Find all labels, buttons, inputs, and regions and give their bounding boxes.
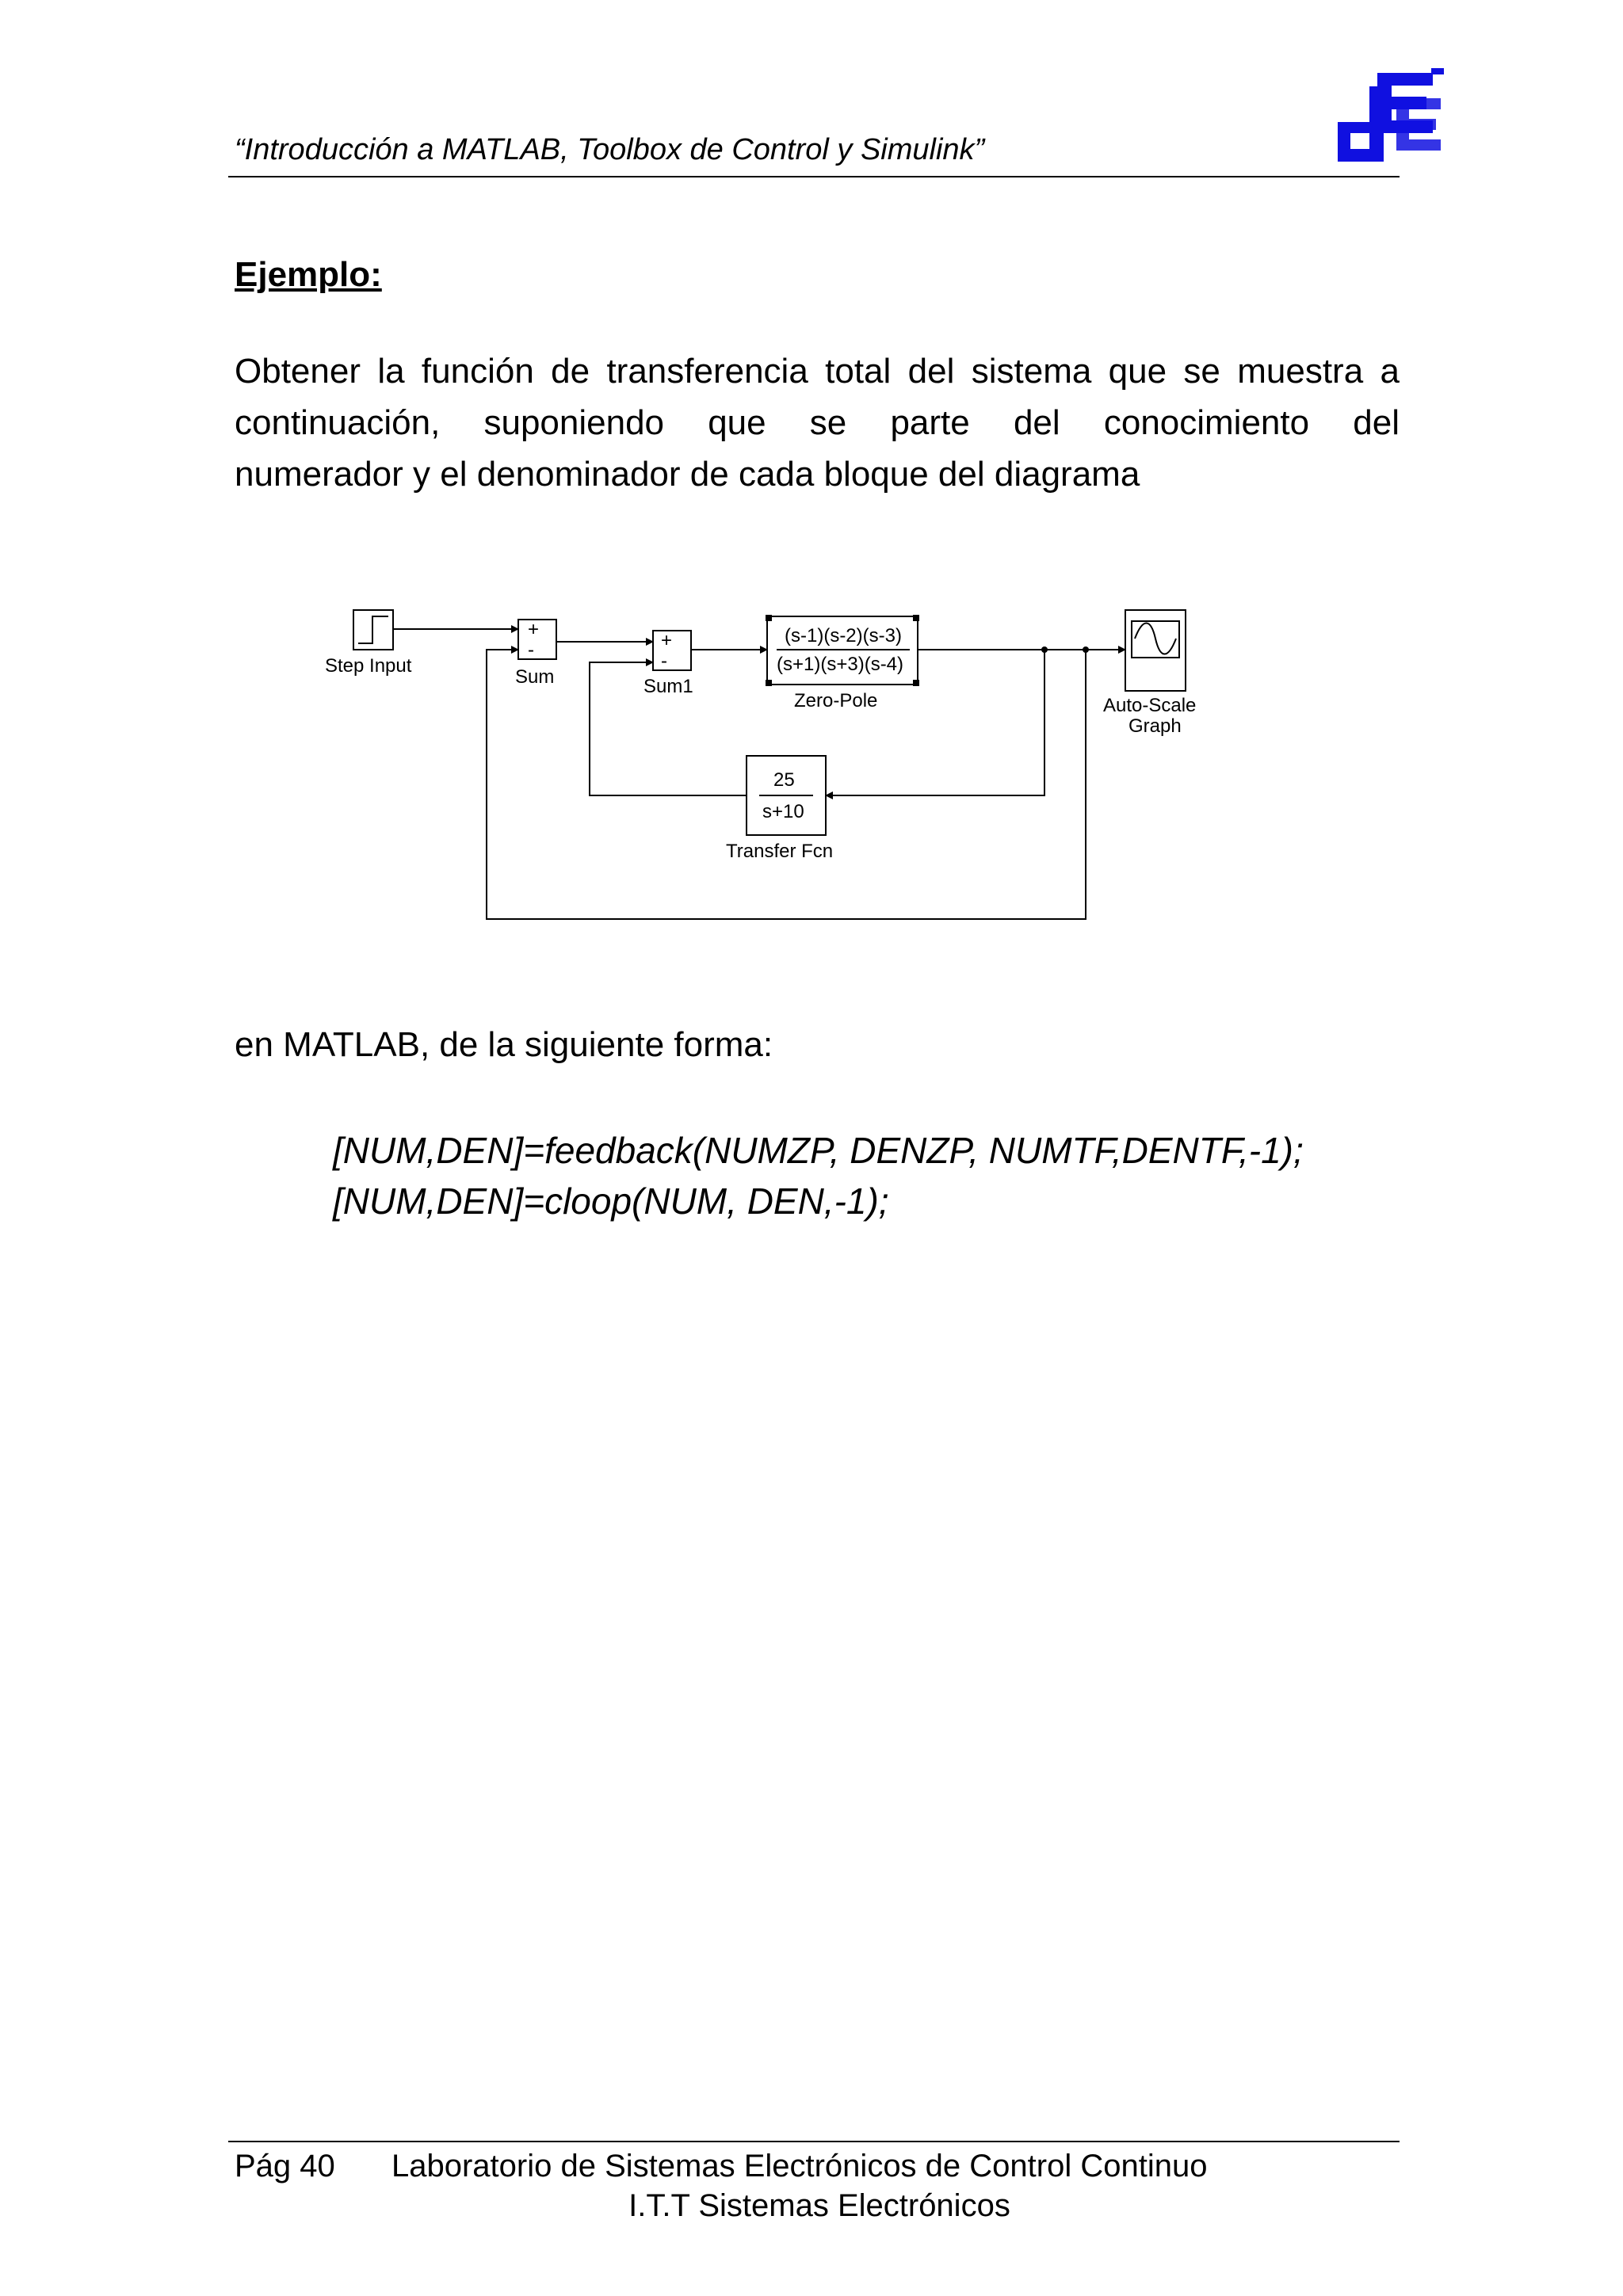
intro-paragraph [235, 345, 1400, 500]
sum1-plus: + [661, 630, 673, 651]
transfer-fcn-label: Transfer Fcn [726, 841, 834, 862]
auto-scale-graph-block [1125, 610, 1186, 691]
zero-pole-label: Zero-Pole [794, 690, 878, 711]
zero-pole-numerator: (s-1)(s-2)(s-3) [785, 625, 902, 646]
sum-label: Sum [515, 666, 555, 688]
sum-minus: - [528, 639, 534, 661]
paragraph-line: continuación, suponiendo que se parte del conocimiento del [235, 403, 1400, 442]
footer-lab-title: Laboratorio de Sistemas Electrónicos de Control Continuo [391, 2149, 1208, 2183]
transfer-fcn-denominator: s+10 [762, 801, 804, 822]
step-input-label: Step Input [325, 655, 412, 677]
footer-degree: I.T.T Sistemas Electrónicos [628, 2188, 1010, 2223]
transfer-fcn-numerator: 25 [773, 769, 795, 791]
scope-label-line2: Graph [1128, 715, 1182, 737]
header-divider [228, 176, 1400, 177]
paragraph-line: numerador y el denominador de cada bloque del diagrama [235, 455, 1140, 494]
dee-logo [1330, 67, 1447, 170]
sum-plus: + [528, 619, 540, 640]
footer-divider [228, 2141, 1400, 2142]
zero-pole-denominator: (s+1)(s+3)(s-4) [777, 654, 904, 675]
sum1-minus: - [661, 650, 667, 672]
paragraph-line: Obtener la función de transferencia total del sistema que se muestra a [235, 352, 1400, 391]
code-line: [NUM,DEN]=feedback(NUMZP, DENZP, NUMTF,DENTF,-1); [333, 1130, 1304, 1171]
lead-text: en MATLAB, de la siguiente forma: [235, 1025, 773, 1064]
page-number: Pág 40 [235, 2149, 335, 2183]
code-line: [NUM,DEN]=cloop(NUM, DEN,-1); [333, 1180, 889, 1222]
block-diagram [317, 594, 1236, 935]
example-heading: Ejemplo: [235, 255, 382, 294]
scope-label-line1: Auto-Scale [1103, 695, 1197, 716]
matlab-code-block [333, 1125, 1304, 1226]
header-title: “Introducción a MATLAB, Toolbox de Control y Simulink” [235, 133, 985, 166]
sum1-label: Sum1 [643, 676, 693, 697]
